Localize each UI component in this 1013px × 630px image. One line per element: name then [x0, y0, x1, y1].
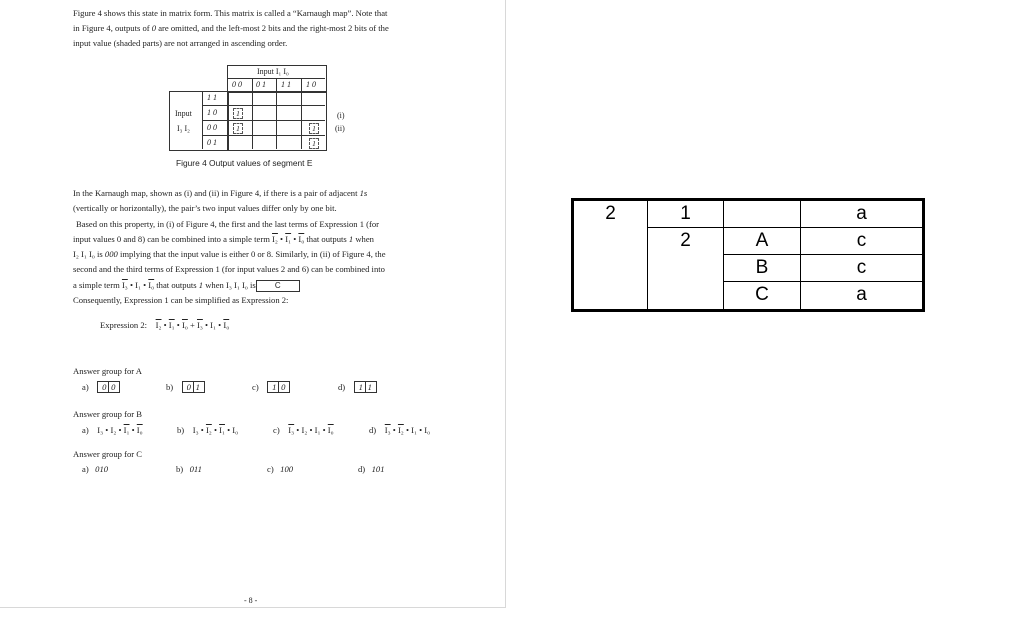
kmap-one: 1: [309, 138, 319, 149]
kmap-mark-i: (i): [337, 111, 345, 120]
kmap-row-header-2: I₃ I₂: [177, 124, 190, 133]
answer-b-option[interactable]: b) I₃ • I₂ • I₁ • I₀: [177, 425, 239, 435]
kmap-row-header-1: Input: [175, 109, 192, 118]
kmap-row-code: 0 0: [207, 123, 217, 132]
body-line-2: (vertically or horizontally), the pair’s two input values differ only by one bit.: [73, 203, 337, 213]
table-cell: 2: [680, 230, 691, 251]
body-line-6: second and the third terms of Expression 1 (for input values 2 and 6) can be combined into: [73, 264, 385, 274]
page-number: - 8 -: [244, 596, 258, 605]
answer-table: [571, 198, 925, 312]
intro-line-1: Figure 4 shows this state in matrix form. This matrix is called a “Karnaugh map”. Note that: [73, 8, 388, 18]
kmap-col-code: 1 1: [281, 80, 291, 89]
answer-a-option[interactable]: d) 1 1: [338, 380, 377, 395]
kmap-row-code: 1 1: [207, 93, 217, 102]
table-cell: B: [755, 257, 769, 278]
kmap-one: 1: [233, 123, 243, 134]
kmap-one: 1: [233, 108, 243, 119]
answer-group-c-title: Answer group for C: [73, 449, 142, 459]
kmap-one: 1: [309, 123, 319, 134]
kmap-row-code: 1 0: [207, 108, 217, 117]
table-cell: A: [755, 230, 769, 251]
answer-c-option[interactable]: b) 011: [176, 464, 202, 474]
table-cell: 1: [680, 203, 691, 224]
answer-c-option[interactable]: a) 010: [82, 464, 109, 474]
kmap-row-code: 0 1: [207, 138, 217, 147]
answer-a-option[interactable]: b) 0 1: [166, 380, 205, 395]
table-cell: a: [856, 284, 867, 305]
figure-caption: Figure 4 Output values of segment E: [176, 158, 313, 168]
karnaugh-map: [169, 65, 345, 151]
table-cell: a: [856, 203, 867, 224]
body-line-8: Consequently, Expression 1 can be simplified as Expression 2:: [73, 295, 289, 305]
table-cell: 2: [605, 203, 616, 224]
answer-c-option[interactable]: d) 101: [358, 464, 385, 474]
expression-2: Expression 2: I₂ • I₁ • I₀ + I₃ • I₁ • I₀: [100, 320, 230, 330]
answer-a-option[interactable]: a) 0 0: [82, 380, 120, 395]
answer-c-option[interactable]: c) 100: [267, 464, 294, 474]
intro-line-3: input value (shaded parts) are not arranged in ascending order.: [73, 38, 288, 48]
kmap-col-code: 0 0: [232, 80, 242, 89]
body-line-3: Based on this property, in (i) of Figure 4, the first and the last terms of Expression 1 (for: [76, 219, 380, 229]
kmap-mark-ii: (ii): [335, 124, 345, 133]
table-cell: c: [856, 230, 867, 251]
table-cell: c: [856, 257, 867, 278]
kmap-col-code: 0 1: [256, 80, 266, 89]
answer-a-option[interactable]: c) 1 0: [252, 380, 290, 395]
table-cell: C: [755, 284, 769, 305]
body-line-4: input values 0 and 8) can be combined into a simple term I₂ • I₁ • I₀ that outputs 1 when: [73, 234, 374, 244]
body-line-7: a simple term I₃ • I₁ • I₀ that outputs 1 when I₃ I₁ I₀ is C: [73, 278, 300, 293]
answer-b-option[interactable]: c) I₃ • I₂ • I₁ • I₀: [273, 425, 334, 435]
answer-group-b-title: Answer group for B: [73, 409, 142, 419]
body-line-1: In the Karnaugh map, shown as (i) and (ii) in Figure 4, if there is a pair of adjacent 1s: [73, 188, 368, 198]
intro-line-2: in Figure 4, outputs of 0 are omitted, and the left-most 2 bits and the right-most 2 bits of the: [73, 23, 389, 33]
body-line-5: I₂ I₁ I₀ is 000 implying that the input value is either 0 or 8. Similarly, in (ii) of Figure 4, the: [73, 249, 386, 259]
document-page: [0, 0, 506, 608]
kmap-top-header: Input I₁ I₀: [257, 67, 289, 76]
answer-b-option[interactable]: d) I₃ • I₂ • I₁ • I₀: [369, 425, 431, 435]
answer-group-a-title: Answer group for A: [73, 366, 142, 376]
blank-c-box: C: [256, 280, 300, 292]
kmap-col-code: 1 0: [306, 80, 316, 89]
answer-b-option[interactable]: a) I₃ • I₂ • I₁ • I₀: [82, 425, 143, 435]
